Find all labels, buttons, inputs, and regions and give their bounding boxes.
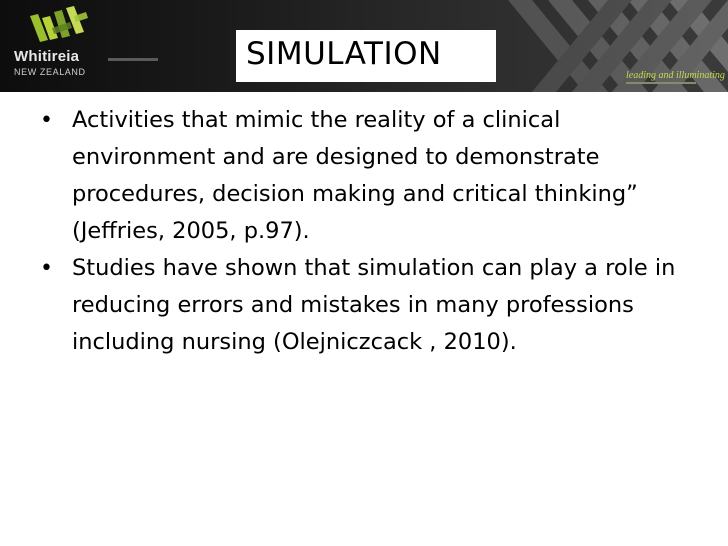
whitireia-logo <box>14 6 114 86</box>
logo-mark-icon <box>26 6 96 50</box>
tagline-underline <box>626 82 696 84</box>
slide-title: SIMULATION <box>246 36 442 72</box>
bullet-text: Activities that mimic the reality of a clinical environment and are designed to demonstrate procedures, decision making and critical thinking” (Jeffries, 2005, p.97). <box>72 107 638 244</box>
bullet-icon: • <box>40 256 53 281</box>
header-tagline: leading and illuminating <box>626 70 725 81</box>
bullet-icon: • <box>40 108 53 133</box>
bullet-list <box>38 102 688 361</box>
header-divider-strip <box>108 58 158 61</box>
slide-content <box>38 102 688 361</box>
bullet-text: Studies have shown that simulation can play a role in reducing errors and mistakes in many professions including nursing (Olejniczcack , 2010). <box>72 255 676 355</box>
logo-name: Whitireia <box>14 48 80 65</box>
bullet-item <box>38 102 688 250</box>
logo-country: NEW ZEALAND <box>14 67 86 77</box>
bullet-item <box>38 250 688 361</box>
